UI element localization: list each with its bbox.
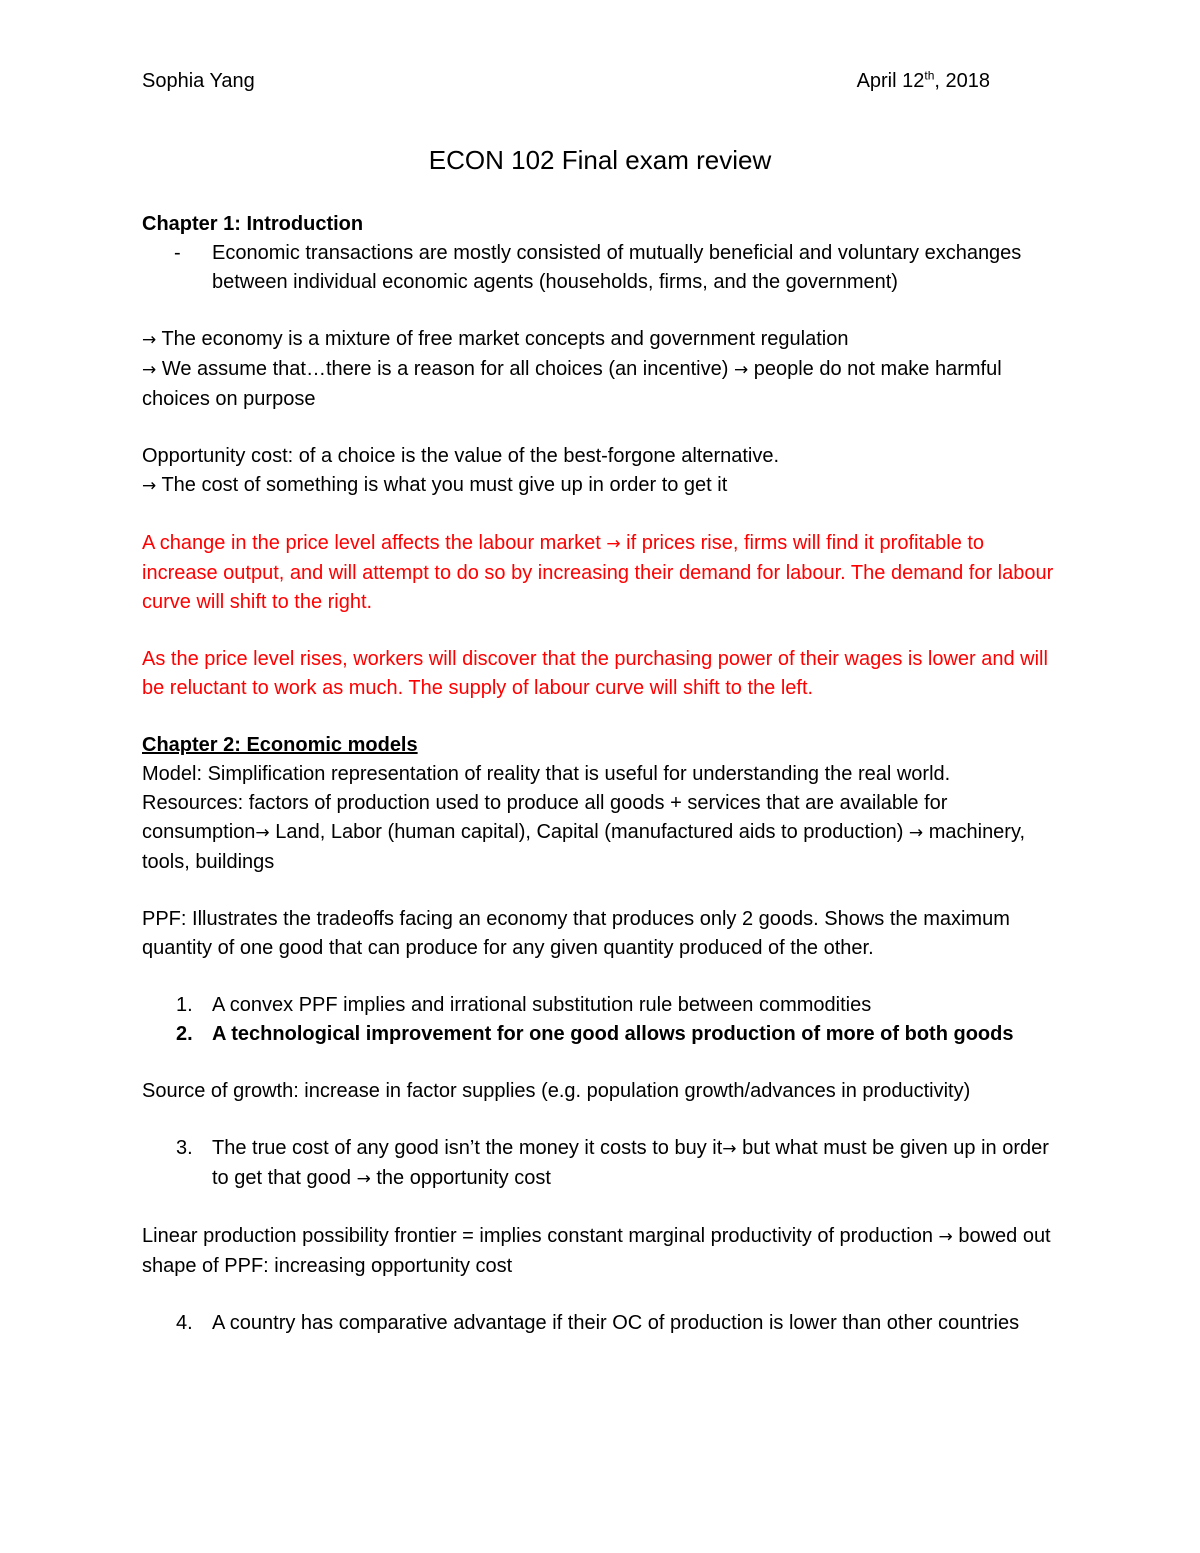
list-item-1 — [142, 991, 1062, 1020]
list-number: 4. — [176, 1312, 193, 1334]
chapter-1-heading: Chapter 1: Introduction — [142, 213, 364, 235]
date-month-day: April 12 — [856, 70, 925, 92]
list-number: 1. — [176, 994, 193, 1016]
linear-ppf-note — [142, 1222, 1062, 1281]
resources-text: Resources: factors of production used to produce all goods + services that are available for consumption — [142, 792, 948, 843]
assumption-conclusion: people do not make harmful choices on purpose — [142, 358, 1002, 410]
arrow-icon: → — [142, 360, 157, 380]
capital-examples: machinery, tools, buildings — [142, 821, 1026, 873]
assumption-text: We assume that…there is a reason for all choices (an incentive) — [161, 358, 729, 380]
document-body — [142, 210, 1062, 1338]
list-item-2 — [142, 1020, 1062, 1049]
model-definition: Model: Simplification representation of reality that is useful for understanding the real world. — [142, 763, 951, 785]
opportunity-cost-text: The cost of something is what you must give up in order to get it — [161, 474, 728, 496]
price-level-labour-supply: As the price level rises, workers will discover that the purchasing power of their wages is lower and will be reluctant to work as much. The supply of labour curve will shift to the left. — [142, 648, 1048, 699]
page-header — [142, 70, 990, 100]
resources-definition — [142, 789, 1062, 877]
opportunity-cost-explanation — [142, 471, 1062, 501]
assumption-line — [142, 355, 1062, 414]
labour-demand-text: if prices rise, firms will find it profitable to increase output, and will attempt to do so by increasing their demand for labour. The demand for labour curve will shift to the right. — [142, 532, 1054, 613]
price-level-text: A change in the price level affects the labour market — [142, 532, 601, 554]
document-date — [857, 70, 990, 93]
list-item-text: A country has comparative advantage if their OC of production is lower than other countries — [212, 1312, 1020, 1334]
arrow-icon: → — [733, 360, 749, 380]
arrow-icon: → — [908, 823, 924, 843]
list-number: 2. — [176, 1023, 193, 1045]
list-item-text: A convex PPF implies and irrational substitution rule between commodities — [212, 994, 872, 1016]
author-name: Sophia Yang — [142, 70, 255, 92]
opportunity-cost-definition: Opportunity cost: of a choice is the value of the best-forgone alternative. — [142, 445, 780, 467]
bullet-dash: - — [174, 242, 181, 264]
bullet-text: Economic transactions are mostly consisted of mutually beneficial and voluntary exchanges between individual economic agents (households, firms, and the government) — [212, 242, 1022, 293]
price-level-labour-demand — [142, 529, 1062, 617]
linear-ppf-text: Linear production possibility frontier = implies constant marginal productivity of production — [142, 1225, 939, 1247]
list-item-3 — [142, 1134, 1062, 1194]
date-ordinal-suffix: th — [924, 68, 935, 83]
list-item-text — [212, 1137, 1049, 1189]
arrow-icon: → — [356, 1169, 371, 1189]
arrow-icon: → — [606, 534, 621, 554]
list-number: 3. — [176, 1137, 193, 1159]
arrow-icon: → — [255, 823, 270, 843]
arrow-icon: → — [142, 330, 157, 350]
arrow-icon: → — [722, 1139, 737, 1159]
arrow-icon: → — [142, 476, 157, 496]
chapter-1-bullet — [142, 239, 1062, 297]
document-title: ECON 102 Final exam review — [428, 145, 772, 175]
arrow-icon: → — [938, 1227, 953, 1247]
chapter-2-heading: Chapter 2: Economic models — [142, 734, 418, 756]
economy-mixture-line — [142, 325, 1062, 355]
economy-mixture-text: The economy is a mixture of free market concepts and government regulation — [161, 328, 849, 350]
true-cost-text: The true cost of any good isn’t the money it costs to buy it — [212, 1137, 723, 1159]
factors-text: Land, Labor (human capital), Capital (manufactured aids to production) — [269, 821, 909, 843]
source-of-growth: Source of growth: increase in factor supplies (e.g. population growth/advances in productivity) — [142, 1080, 971, 1102]
given-up-text: but what must be given up in order to get that good — [212, 1137, 1049, 1189]
date-year: , 2018 — [934, 70, 990, 92]
list-item-4 — [142, 1309, 1062, 1338]
ppf-definition: PPF: Illustrates the tradeoffs facing an economy that produces only 2 goods. Shows the maximum quantity of one good that can produce for any given quantity produced of the other. — [142, 908, 1010, 959]
bowed-out-text: bowed out shape of PPF: increasing opportunity cost — [142, 1225, 1051, 1277]
opportunity-cost-text: the opportunity cost — [370, 1167, 551, 1189]
list-item-text: A technological improvement for one good allows production of more of both goods — [212, 1023, 1014, 1045]
